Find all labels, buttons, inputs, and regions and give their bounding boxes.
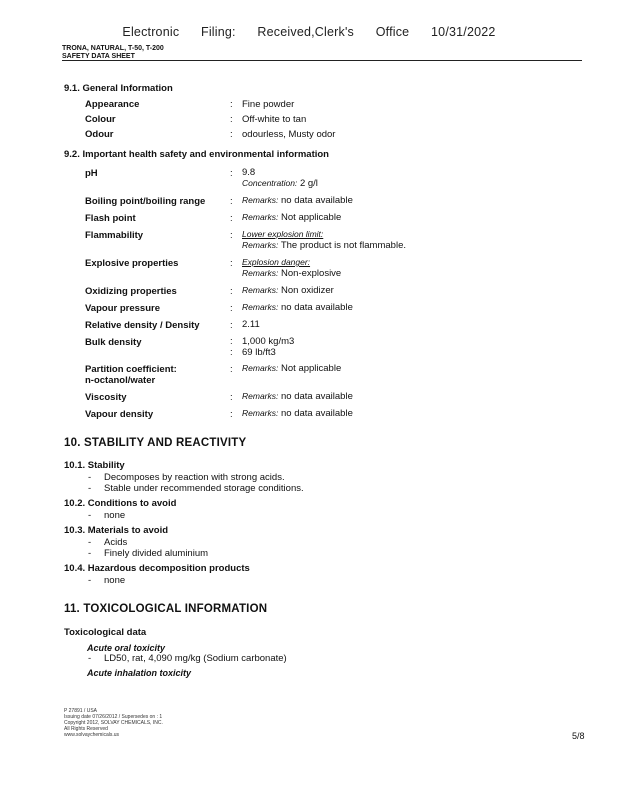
- document-footer: [64, 708, 163, 738]
- partition-coefficient-label: [85, 364, 177, 386]
- appearance-value: Fine powder: [242, 99, 295, 110]
- explosive-properties-value: [242, 257, 341, 279]
- filing-stamp-part: Received,Clerk's: [257, 25, 355, 39]
- footer-line: www.solvaychemicals.us: [64, 732, 120, 738]
- colon: :: [230, 286, 233, 297]
- acute-inhalation-toxicity-title: Acute inhalation toxicity: [87, 668, 192, 678]
- materials-to-avoid-title: 10.3. Materials to avoid: [64, 525, 169, 536]
- remarks-label: Remarks:: [242, 195, 279, 205]
- remarks-text: no data available: [281, 195, 353, 206]
- viscosity-label: Viscosity: [85, 392, 127, 403]
- appearance-label: Appearance: [85, 99, 140, 110]
- colon: :: [230, 99, 233, 110]
- partition-label-line: n-octanol/water: [85, 375, 156, 386]
- bulk-density-value: [242, 336, 294, 358]
- list-item: - LD50, rat, 4,090 mg/kg (Sodium carbonate): [88, 653, 287, 664]
- filing-stamp: [0, 25, 618, 39]
- list-item-text: Decomposes by reaction with strong acids.: [104, 472, 285, 483]
- section-11-title: 11. TOXICOLOGICAL INFORMATION: [64, 603, 268, 615]
- colon: :: [230, 230, 233, 241]
- colon: : :: [230, 336, 233, 358]
- stability-title: 10.1. Stability: [64, 460, 125, 471]
- remarks-label: Remarks:: [242, 302, 279, 312]
- remarks-text: Not applicable: [281, 212, 342, 223]
- document-header: [62, 45, 164, 61]
- list-item-text: none: [104, 575, 126, 586]
- oxidizing-properties-value: [242, 285, 334, 296]
- vapour-pressure-label: Vapour pressure: [85, 303, 160, 314]
- flash-point-value: [242, 212, 341, 223]
- conditions-to-avoid-title: 10.2. Conditions to avoid: [64, 498, 177, 509]
- concentration-value: 2 g/l: [299, 178, 318, 189]
- colon: :: [230, 168, 233, 179]
- footer-line: Copyright 2012, SOLVAY CHEMICALS, INC.: [64, 720, 163, 726]
- section-9-1-title: 9.1. General Information: [64, 83, 173, 94]
- colon: :: [230, 258, 233, 269]
- bulk-density-metric: 1,000 kg/m3: [242, 336, 295, 347]
- section-9-2-title: 9.2. Important health safety and environmental information: [64, 149, 329, 160]
- document-type: SAFETY DATA SHEET: [62, 53, 135, 60]
- list-item-text: none: [104, 510, 126, 521]
- colon: :: [230, 392, 233, 403]
- partition-coefficient-value: [242, 363, 341, 374]
- remarks-text: The product is not flammable.: [280, 240, 406, 251]
- remarks-label: Remarks:: [242, 408, 279, 418]
- colon: :: [230, 364, 233, 375]
- remarks-label: Remarks:: [242, 363, 279, 373]
- lower-explosion-limit-link: Lower explosion limit:: [242, 229, 324, 239]
- section-10-title: 10. STABILITY AND REACTIVITY: [64, 437, 247, 449]
- list-item: - Stable under recommended storage conditions.: [88, 483, 304, 494]
- colour-label: Colour: [85, 114, 116, 125]
- list-item-text: Finely divided aluminium: [104, 548, 209, 559]
- vapour-density-label: Vapour density: [85, 409, 154, 420]
- viscosity-value: [242, 391, 353, 402]
- header-divider: [62, 60, 582, 61]
- concentration-label: Concentration:: [242, 178, 298, 188]
- boiling-point-value: [242, 195, 353, 206]
- toxicological-data-title: Toxicological data: [64, 627, 147, 638]
- vapour-density-value: [242, 408, 353, 419]
- oxidizing-properties-label: Oxidizing properties: [85, 286, 177, 297]
- colon: :: [230, 303, 233, 314]
- page-number: 5/8: [572, 731, 585, 741]
- odour-label: Odour: [85, 129, 114, 140]
- odour-value: odourless, Musty odor: [242, 129, 336, 140]
- remarks-label: Remarks:: [242, 268, 279, 278]
- flammability-value: [242, 229, 406, 251]
- remarks-text: no data available: [281, 302, 353, 313]
- footer-line: P 27891 / USA: [64, 708, 97, 714]
- colon: :: [230, 129, 233, 140]
- remarks-label: Remarks:: [242, 240, 279, 250]
- ph-value: [242, 167, 318, 189]
- colon: :: [230, 213, 233, 224]
- colon: :: [230, 114, 233, 125]
- remarks-label: Remarks:: [242, 391, 279, 401]
- colon: :: [230, 320, 233, 331]
- filing-stamp-part: Electronic: [122, 25, 180, 39]
- remarks-text: Non-explosive: [281, 268, 342, 279]
- filing-stamp-part: 10/31/2022: [431, 25, 496, 39]
- bulk-density-label: Bulk density: [85, 337, 142, 348]
- density-value: 2.11: [242, 319, 260, 330]
- remarks-text: Not applicable: [281, 363, 342, 374]
- footer-line: All Rights Reserved: [64, 726, 108, 732]
- ph-label: pH: [85, 168, 98, 179]
- flammability-label: Flammability: [85, 230, 144, 241]
- list-item: - Finely divided aluminium: [88, 548, 209, 559]
- list-item-text: Acids: [104, 537, 128, 548]
- list-item-text: LD50, rat, 4,090 mg/kg (Sodium carbonate): [104, 653, 287, 664]
- ph-number: 9.8: [242, 167, 256, 178]
- explosive-properties-label: Explosive properties: [85, 258, 179, 269]
- filing-stamp-part: Office: [375, 25, 410, 39]
- product-name: TRONA, NATURAL, T-50, T-200: [62, 45, 164, 52]
- remarks-label: Remarks:: [242, 212, 279, 222]
- remarks-text: Non oxidizer: [281, 285, 334, 296]
- list-item: - none: [88, 510, 126, 521]
- hazardous-decomposition-title: 10.4. Hazardous decomposition products: [64, 563, 250, 574]
- remarks-text: no data available: [281, 391, 353, 402]
- vapour-pressure-value: [242, 302, 353, 313]
- colon: :: [230, 409, 233, 420]
- bulk-density-imperial: 69 lb/ft3: [242, 347, 276, 358]
- remarks-label: Remarks:: [242, 285, 279, 295]
- colon: :: [230, 196, 233, 207]
- acute-oral-toxicity-title: Acute oral toxicity: [87, 643, 166, 653]
- filing-stamp-part: Filing:: [200, 25, 236, 39]
- list-item: - Decomposes by reaction with strong acids.: [88, 472, 285, 483]
- list-item-text: Stable under recommended storage conditions.: [104, 483, 304, 494]
- partition-label-line: Partition coefficient:: [85, 364, 177, 375]
- list-item: - none: [88, 575, 126, 586]
- explosion-danger-link: Explosion danger:: [242, 257, 311, 267]
- list-item: - Acids: [88, 537, 128, 548]
- remarks-text: no data available: [281, 408, 353, 419]
- footer-line: Issuing date 07/26/2012 / Supersedes on : 1: [64, 714, 163, 720]
- colour-value: Off-white to tan: [242, 114, 307, 125]
- density-label: Relative density / Density: [85, 320, 200, 331]
- flash-point-label: Flash point: [85, 213, 136, 224]
- boiling-point-label: Boiling point/boiling range: [85, 196, 206, 207]
